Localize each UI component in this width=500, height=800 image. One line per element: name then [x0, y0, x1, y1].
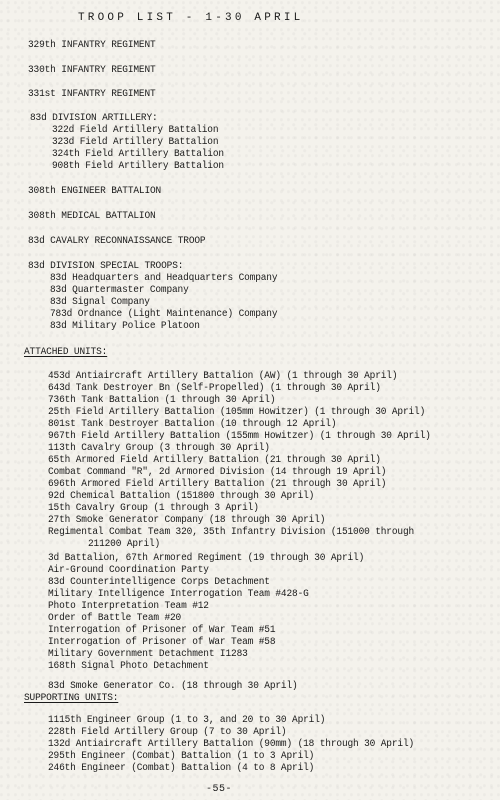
- attached-unit-item: 83d Smoke Generator Co. (18 through 30 April): [48, 681, 298, 692]
- supporting-units-heading: SUPPORTING UNITS:: [24, 693, 119, 704]
- page-title: TROOP LIST - 1-30 APRIL: [78, 12, 304, 24]
- unit-engineer: 308th ENGINEER BATTALION: [28, 186, 162, 197]
- attached-unit-item: 27th Smoke Generator Company (18 through 30 April): [48, 515, 326, 526]
- attached-unit-item: 643d Tank Destroyer Bn (Self-Propelled) (1 through 30 April): [48, 383, 381, 394]
- attached-unit-item: 113th Cavalry Group (3 through 30 April): [48, 443, 270, 454]
- artillery-heading: 83d DIVISION ARTILLERY:: [30, 113, 158, 124]
- attached-unit-item: Interrogation of Prisoner of War Team #58: [48, 637, 276, 648]
- special-troops-item: 83d Military Police Platoon: [50, 321, 200, 332]
- attached-unit-item: 736th Tank Battalion (1 through 30 April): [48, 395, 276, 406]
- attached-units-heading: ATTACHED UNITS:: [24, 347, 108, 358]
- attached-unit-item: 15th Cavalry Group (1 through 3 April): [48, 503, 259, 514]
- attached-unit-item-continued: 211200 April): [88, 539, 161, 550]
- attached-unit-item: Air-Ground Coordination Party: [48, 565, 209, 576]
- special-troops-item: 83d Signal Company: [50, 297, 150, 308]
- artillery-item: 324th Field Artillery Battalion: [52, 149, 224, 160]
- attached-unit-item: 453d Antiaircraft Artillery Battalion (AW) (1 through 30 April): [48, 371, 398, 382]
- attached-unit-item: Military Government Detachment I1283: [48, 649, 248, 660]
- special-troops-item: 83d Headquarters and Headquarters Company: [50, 273, 278, 284]
- attached-unit-item: 65th Armored Field Artillery Battalion (21 through 30 April): [48, 455, 381, 466]
- attached-unit-item: 696th Armored Field Artillery Battalion (21 through 30 April): [48, 479, 387, 490]
- attached-unit-item: Interrogation of Prisoner of War Team #51: [48, 625, 276, 636]
- artillery-item: 908th Field Artillery Battalion: [52, 161, 224, 172]
- attached-unit-item: 801st Tank Destroyer Battalion (10 through 12 April): [48, 419, 337, 430]
- attached-unit-item: 967th Field Artillery Battalion (155mm Howitzer) (1 through 30 April): [48, 431, 431, 442]
- page-number: -55-: [206, 784, 233, 795]
- special-troops-heading: 83d DIVISION SPECIAL TROOPS:: [28, 261, 184, 272]
- unit-331st: 331st INFANTRY REGIMENT: [28, 89, 156, 100]
- supporting-unit-item: 132d Antiaircraft Artillery Battalion (90mm) (18 through 30 April): [48, 739, 415, 750]
- supporting-unit-item: 1115th Engineer Group (1 to 3, and 20 to 30 April): [48, 715, 326, 726]
- special-troops-item: 83d Quartermaster Company: [50, 285, 189, 296]
- attached-unit-item: 83d Counterintelligence Corps Detachment: [48, 577, 270, 588]
- attached-unit-item: 168th Signal Photo Detachment: [48, 661, 209, 672]
- supporting-unit-item: 295th Engineer (Combat) Battalion (1 to 3 April): [48, 751, 315, 762]
- artillery-item: 322d Field Artillery Battalion: [52, 125, 219, 136]
- attached-unit-item: Photo Interpretation Team #12: [48, 601, 209, 612]
- unit-329th: 329th INFANTRY REGIMENT: [28, 40, 156, 51]
- attached-unit-item: Combat Command "R", 2d Armored Division (14 through 19 April): [48, 467, 387, 478]
- unit-medical: 308th MEDICAL BATTALION: [28, 211, 156, 222]
- unit-330th: 330th INFANTRY REGIMENT: [28, 65, 156, 76]
- supporting-unit-item: 228th Field Artillery Group (7 to 30 April): [48, 727, 287, 738]
- attached-unit-item: Military Intelligence Interrogation Team #428-G: [48, 589, 309, 600]
- attached-unit-item: Order of Battle Team #20: [48, 613, 182, 624]
- unit-cavalry: 83d CAVALRY RECONNAISSANCE TROOP: [28, 236, 206, 247]
- attached-unit-item: 25th Field Artillery Battalion (105mm Howitzer) (1 through 30 April): [48, 407, 426, 418]
- special-troops-item: 783d Ordnance (Light Maintenance) Company: [50, 309, 278, 320]
- attached-unit-item: 92d Chemical Battalion (151800 through 30 April): [48, 491, 315, 502]
- attached-unit-item: Regimental Combat Team 320, 35th Infantry Division (151000 through: [48, 527, 415, 538]
- attached-unit-item: 3d Battalion, 67th Armored Regiment (19 through 30 April): [48, 553, 365, 564]
- artillery-item: 323d Field Artillery Battalion: [52, 137, 219, 148]
- supporting-unit-item: 246th Engineer (Combat) Battalion (4 to 8 April): [48, 763, 315, 774]
